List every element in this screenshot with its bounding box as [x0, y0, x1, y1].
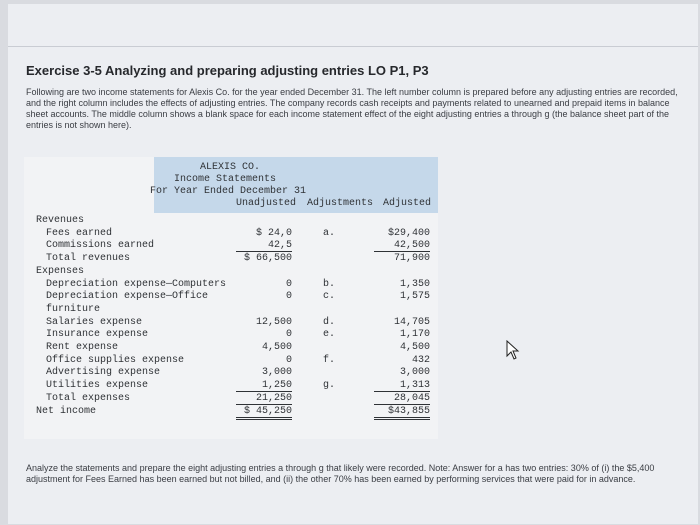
row-label: Total expenses	[46, 392, 131, 404]
row-label: Total revenues	[46, 253, 131, 265]
row-label: Expenses	[36, 265, 85, 277]
adjusted-value: 1,313	[374, 380, 430, 392]
unadjusted-value: 0	[285, 278, 292, 290]
unadjusted-value: 1,250	[236, 380, 292, 392]
unadjusted-value: 3,000	[261, 367, 292, 379]
row-label: Rent expense	[46, 342, 119, 353]
row-label: Revenues	[36, 215, 85, 226]
row-label: Commissions earned	[46, 240, 155, 252]
adjusted-value: $29,400	[387, 227, 430, 239]
unadjusted-value: $ 24,0	[255, 227, 292, 239]
adjustment-letter: e.	[322, 329, 335, 341]
adjustment-letter: f.	[322, 354, 335, 366]
unadjusted-value: 0	[285, 329, 292, 341]
mouse-pointer-icon	[506, 340, 520, 360]
unadjusted-value: 0	[285, 291, 292, 303]
col-adjusted: Adjusted	[383, 198, 432, 209]
row-label: Insurance expense	[46, 329, 149, 341]
statement-period: For Year Ended December 31	[150, 186, 307, 197]
top-bar	[8, 4, 698, 47]
adjusted-value: $43,855	[374, 406, 430, 420]
row-label: Utilities expense	[46, 380, 149, 392]
col-adjustments: Adjustments	[307, 198, 374, 209]
adjusted-value: 1,575	[399, 291, 430, 303]
income-statement-table	[24, 157, 438, 439]
unadjusted-value: 12,500	[255, 316, 292, 328]
adjustment-letter: g.	[322, 380, 335, 392]
adjusted-value: 1,170	[399, 329, 430, 341]
row-label: Salaries expense	[46, 316, 143, 328]
company-name: ALEXIS CO.	[200, 162, 261, 173]
unadjusted-value: 0	[285, 354, 292, 366]
adjusted-value: 4,500	[399, 342, 430, 353]
row-label: Net income	[36, 405, 97, 417]
unadjusted-value: $ 66,500	[243, 253, 292, 265]
instructions-paragraph: Analyze the statements and prepare the eight adjusting entries a through g that likely were recorded. Note: Answer for a has two entries: 30% of (i) the $5,400 adjustment for Fees Earned has been earned but not billed, and (ii) the other 70% has been earned by performing services that were paid for in advance.	[26, 463, 655, 484]
adjustment-letter: b.	[322, 278, 335, 290]
row-label: Depreciation expense—Office	[46, 291, 209, 303]
unadjusted-value: 42,5	[236, 240, 292, 252]
exercise-title: Exercise 3-5 Analyzing and preparing adjusting entries LO P1, P3	[26, 63, 429, 78]
adjusted-value: 42,500	[374, 240, 430, 252]
row-label: Fees earned	[46, 227, 113, 239]
statement-name: Income Statements	[174, 174, 277, 185]
adjusted-value: 71,900	[393, 253, 430, 265]
adjustment-letter: a.	[322, 227, 335, 239]
adjusted-value: 28,045	[374, 393, 430, 405]
adjusted-value: 14,705	[393, 316, 430, 328]
col-unadjusted: Unadjusted	[236, 198, 297, 209]
unadjusted-value: 21,250	[236, 393, 292, 405]
row-label: Office supplies expense	[46, 354, 185, 366]
adjustment-letter: d.	[322, 316, 335, 328]
adjusted-value: 1,350	[399, 278, 430, 290]
row-label: Advertising expense	[46, 367, 161, 379]
adjusted-value: 3,000	[399, 367, 430, 379]
row-label: furniture	[46, 303, 101, 315]
unadjusted-value: $ 45,250	[236, 406, 292, 420]
row-label: Depreciation expense—Computers	[46, 278, 227, 290]
adjusted-value: 432	[411, 354, 430, 366]
adjustment-letter: c.	[322, 291, 335, 303]
unadjusted-value: 4,500	[261, 342, 292, 353]
intro-paragraph: Following are two income statements for Alexis Co. for the year ended December 31. The left number column is prepared before any adjusting entries are recorded, and the right column includes the effects of adjusting entries. The company records cash receipts and payments related to unearned and prepaid items in balance sheet accounts. The middle column shows a blank space for each income statement effect of the eight adjusting entries a through g (the balance sheet part of the entries is not shown here).	[26, 87, 678, 130]
